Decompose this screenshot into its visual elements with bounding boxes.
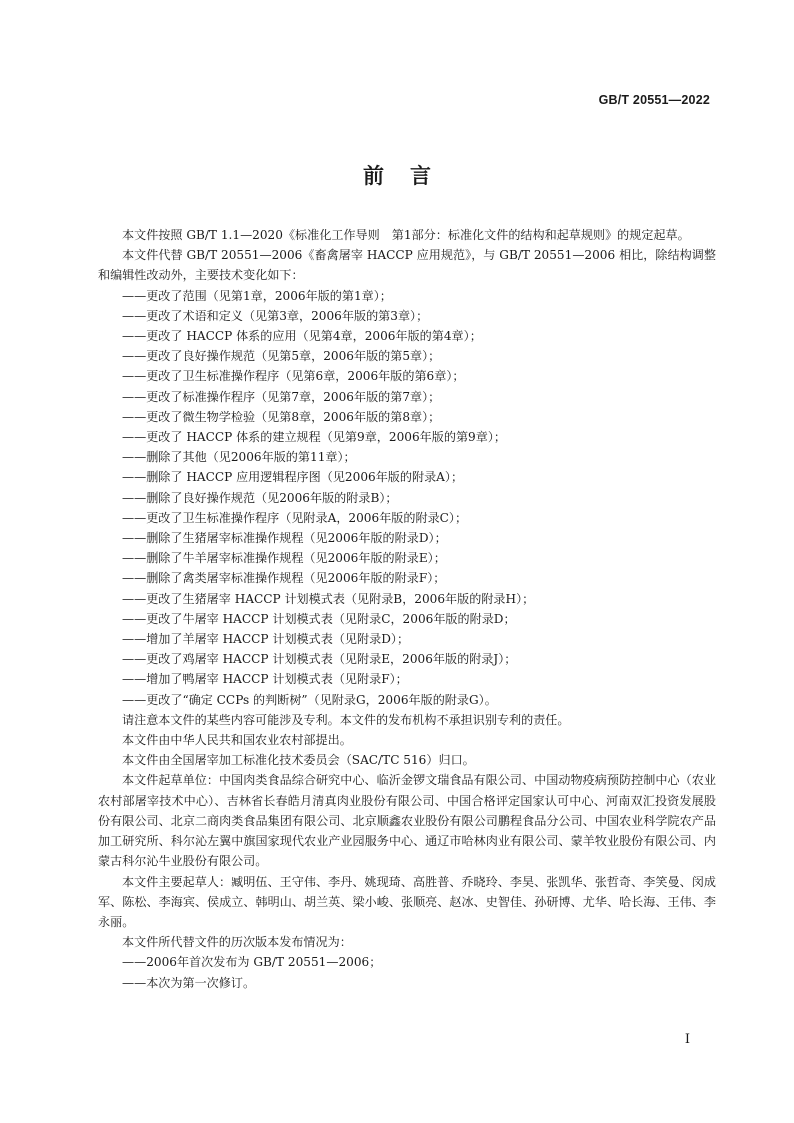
change-item: ——更改了牛屠宰 HACCP 计划模式表（见附录C，2006年版的附录D； [122,611,516,626]
change-item: ——更改了 HACCP 体系的建立规程（见第9章，2006年版的第9章）； [122,430,506,445]
drafting-units: 本文件起草单位：中国肉类食品综合研究中心、临沂金锣文瑞食品有限公司、中国动物疫病预防控制中心（农业农村部屠宰技术中心）、吉林省长春皓月清真肉业股份有限公司、中国合格评定国家认可中心、河南双汇投资发展股份有限公司、北京二商肉类食品集团有限公司、北京顺鑫农业股份有限公司鹏程食品分公司、中国农业科学院农产品加工研究所、科尔沁左翼中旗国家现代农业产业园服务中心、通辽市哈林肉业有限公司、蒙羊牧业股份有限公司、内蒙古科尔沁牛业股份有限公司。 [98,773,716,869]
change-item: ——删除了 HACCP 应用逻辑程序图（见2006年版的附录A）； [122,470,464,485]
change-item: ——更改了卫生标准操作程序（见第6章，2006年版的第6章）； [122,369,465,384]
technical-changes-list [98,286,716,710]
intro-paragraph: 本文件按照 GB/T 1.1—2020《标准化工作导则 第1部分：标准化文件的结构和起草规则》的规定起草。 [122,228,690,242]
change-item: ——更改了微生物学检验（见第8章，2006年版的第8章）； [122,409,441,424]
change-item: ——更改了 HACCP 体系的应用（见第4章，2006年版的第4章）； [122,329,482,344]
change-item: ——删除了生猪屠宰标准操作规程（见2006年版的附录D）； [122,531,447,546]
change-item: ——更改了卫生标准操作程序（见附录A，2006年版的附录C）； [122,510,468,525]
history-item: ——本次为第一次修订。 [122,975,256,990]
change-item: ——删除了其他（见2006年版的第11章）； [122,450,356,465]
standard-code: GB/T 20551—2022 [598,93,710,107]
change-item: ——删除了禽类屠宰标准操作规程（见2006年版的附录F）； [122,571,446,586]
change-item: ——删除了良好操作规范（见2006年版的附录B）； [122,490,398,505]
change-item: ——增加了鸭屠宰 HACCP 计划模式表（见附录F）； [122,672,408,687]
change-item: ——增加了羊屠宰 HACCP 计划模式表（见附录D）； [122,632,410,647]
change-item: ——更改了鸡屠宰 HACCP 计划模式表（见附录E，2006年版的附录J）； [122,652,517,667]
history-item: ——2006年首次发布为 GB/T 20551—2006； [122,955,382,970]
change-item: ——更改了范围（见第1章，2006年版的第1章）； [122,288,392,303]
page-title: 前言 [363,164,457,188]
change-item: ——更改了良好操作规范（见第5章，2006年版的第5章）； [122,349,441,364]
proposer-statement: 本文件由中华人民共和国农业农村部提出。 [122,733,352,748]
change-item: ——更改了生猪屠宰 HACCP 计划模式表（见附录B，2006年版的附录H）； [122,591,535,606]
change-item: ——更改了标准操作程序（见第7章，2006年版的第7章）； [122,389,441,404]
committee-statement: 本文件由全国屠宰加工标准化技术委员会（SAC/TC 516）归口。 [122,753,475,768]
change-item: ——更改了术语和定义（见第3章，2006年版的第3章）； [122,308,429,323]
change-item: ——更改了“确定 CCPs 的判断树”（见附录G，2006年版的附录G）。 [122,692,497,707]
patent-notice: 请注意本文件的某些内容可能涉及专利。本文件的发布机构不承担识别专利的责任。 [122,712,570,727]
page-number: I [684,1032,690,1047]
change-item: ——删除了牛羊屠宰标准操作规程（见2006年版的附录E）； [122,551,446,566]
intro-paragraph: 本文件代替 GB/T 20551—2006《畜禽屠宰 HACCP 应用规范》，与 GB/T 20551—2006 相比，除结构调整和编辑性改动外，主要技术变化如下： [98,248,716,283]
drafters: 本文件主要起草人：臧明伍、王守伟、李丹、姚现琦、高胜普、乔晓玲、李昊、张凯华、张哲奇、李笑曼、闵成军、陈松、李海宾、侯成立、韩明山、胡兰英、梁小峻、张顺亮、赵冰、史智佳、孙研博、尤华、哈长海、王伟、李永丽。 [98,874,716,929]
history-intro: 本文件所代替文件的历次版本发布情况为： [122,935,352,950]
foreword-body [98,225,716,993]
version-history-list [98,952,716,992]
